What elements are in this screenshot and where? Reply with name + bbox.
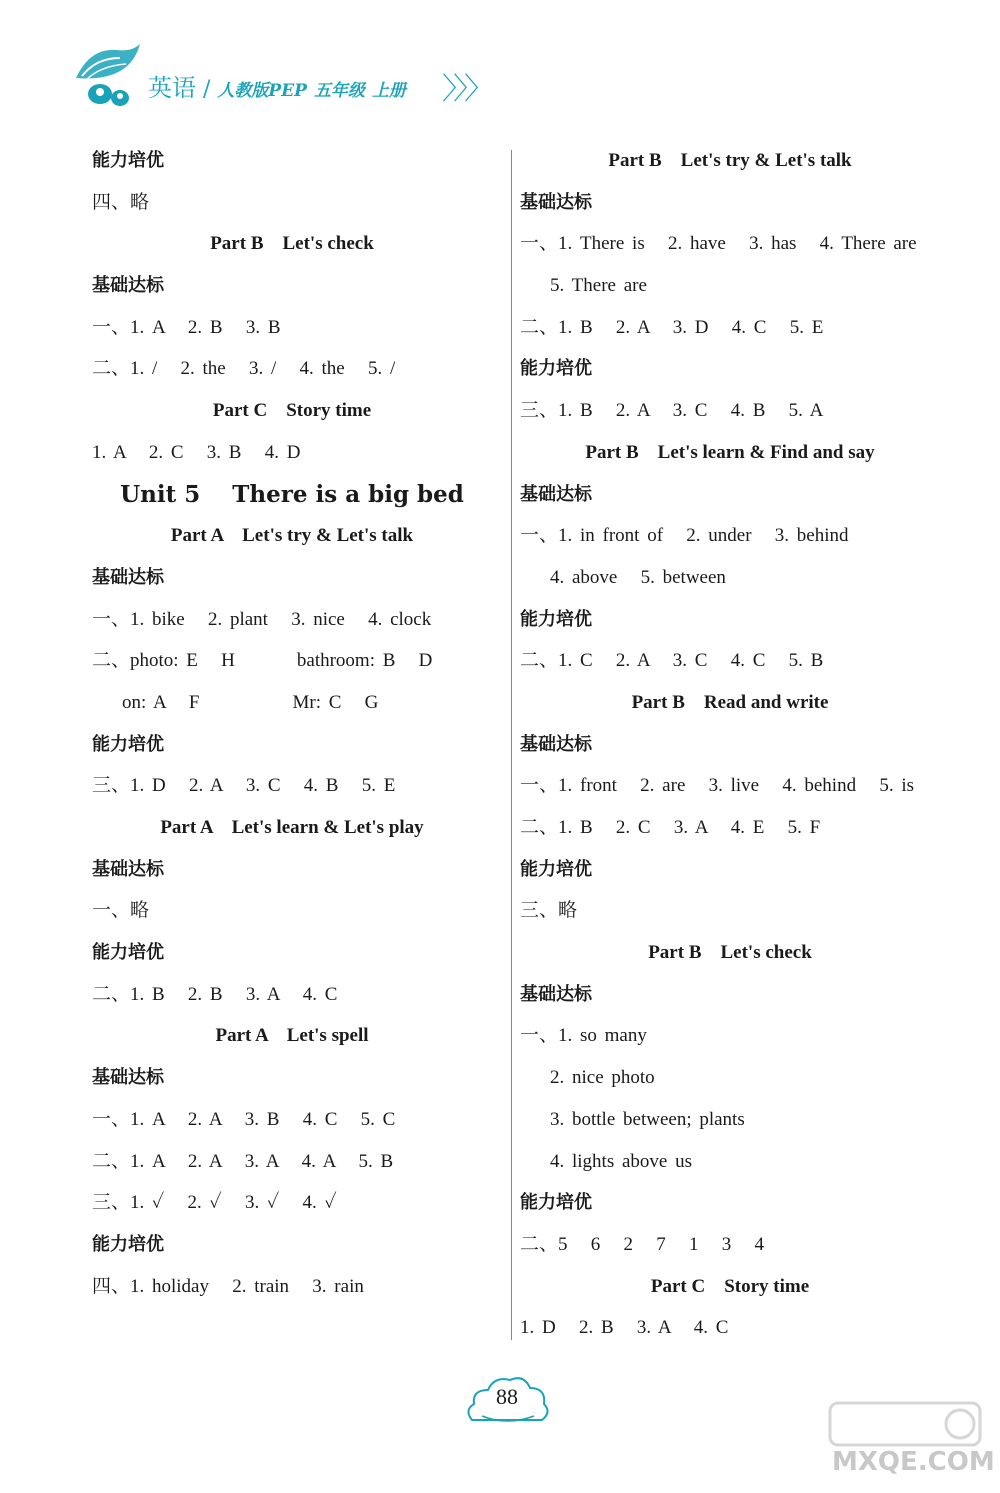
level-label: 基础达标 [92, 566, 164, 588]
level-label: 能力培优 [520, 608, 592, 630]
level-label: 基础达标 [92, 1067, 164, 1089]
book-title: 英语 / 人教版PEP 五年级 上册 [148, 74, 406, 102]
answer-line: 4. above 5. between [550, 566, 726, 588]
section-heading: Part A Let's learn & Let's play [160, 817, 424, 838]
level-label: 基础达标 [520, 733, 592, 755]
level-label: 基础达标 [520, 191, 592, 213]
level-label: 能力培优 [92, 733, 164, 755]
answer-line: 1. D 2. B 3. A 4. C [520, 1317, 729, 1339]
answer-line: 二、1. A 2. A 3. A 4. A 5. B [92, 1150, 394, 1172]
page-number-badge [462, 1370, 552, 1430]
edition-label: 人教版PEP [217, 81, 307, 101]
answer-line: 四、1. holiday 2. train 3. rain [92, 1275, 364, 1297]
answer-line: 一、1. so many [520, 1025, 647, 1047]
grade-label: 五年级 [313, 81, 365, 101]
answer-line: 2. nice photo [550, 1067, 655, 1089]
level-label: 基础达标 [92, 858, 164, 880]
answer-line: 四、略 [92, 191, 150, 213]
section-heading: Part A Let's spell [215, 1025, 369, 1047]
answer-line: on: A F Mr: C G [122, 691, 379, 713]
answer-line: 4. lights above us [550, 1150, 692, 1172]
answer-line: 三、略 [520, 900, 578, 922]
level-label: 能力培优 [520, 1192, 592, 1214]
level-label: 能力培优 [92, 942, 164, 964]
answer-line: 一、1. front 2. are 3. live 4. behind 5. is [520, 775, 915, 797]
volume-label: 上册 [371, 81, 406, 101]
answer-line: 一、1. bike 2. plant 3. nice 4. clock [92, 608, 432, 630]
level-label: 基础达标 [520, 983, 592, 1005]
column-divider [511, 150, 512, 1340]
watermark-text: MXQE.COM [832, 1447, 995, 1477]
level-label: 能力培优 [520, 358, 592, 380]
answer-line: 一、略 [92, 900, 150, 922]
answer-column-right [520, 140, 940, 1349]
answer-line: 3. bottle between; plants [550, 1108, 745, 1130]
answer-line: 一、1. in front of 2. under 3. behind [520, 525, 849, 547]
level-label: 能力培优 [92, 150, 164, 171]
answer-line: 一、1. There is 2. have 3. has 4. There are [520, 233, 917, 255]
answer-line: 二、5 6 2 7 1 3 4 [520, 1233, 765, 1255]
answer-line: 5. There are [550, 275, 647, 297]
answer-line: 一、1. A 2. A 3. B 4. C 5. C [92, 1108, 396, 1130]
chevrons-icon: 〉〉〉 [442, 72, 490, 107]
answer-line: 三、1. D 2. A 3. C 4. B 5. E [92, 775, 396, 797]
level-label: 能力培优 [92, 1233, 164, 1255]
page-number: 88 [496, 1384, 518, 1409]
section-heading: Part C Story time [212, 400, 372, 422]
answer-line: 二、photo: E H bathroom: B D [92, 650, 433, 672]
answer-column-left [92, 140, 492, 1307]
section-heading: Part B Let's check [210, 233, 374, 255]
section-heading: Part B Let's learn & Find and say [585, 441, 875, 463]
level-label: 基础达标 [92, 275, 164, 297]
answer-line: 三、1. ✓ 2. ✓ 3. ✓ 4. ✓ [92, 1192, 337, 1214]
level-label: 基础达标 [520, 483, 592, 505]
level-label: 能力培优 [520, 858, 592, 880]
subject-label: 英语 [148, 74, 196, 102]
answer-line: 二、1. B 2. B 3. A 4. C [92, 983, 338, 1005]
section-heading: Part B Let's check [648, 942, 812, 964]
unit-heading: Unit 5 There is a big bed [120, 480, 464, 508]
answer-line: 二、1. B 2. C 3. A 4. E 5. F [520, 817, 821, 838]
answer-line: 一、1. A 2. B 3. B [92, 316, 281, 338]
section-heading: Part A Let's try & Let's talk [170, 525, 414, 547]
section-heading: Part B Read and write [631, 691, 829, 713]
answer-line: 二、1. / 2. the 3. / 4. the 5. / [92, 358, 396, 380]
section-heading: Part B Let's try & Let's talk [608, 150, 852, 171]
book-logo-icon [70, 40, 150, 110]
section-heading: Part C Story time [650, 1275, 810, 1297]
answer-line: 二、1. B 2. A 3. D 4. C 5. E [520, 316, 824, 338]
answer-line: 三、1. B 2. A 3. C 4. B 5. A [520, 400, 824, 422]
watermark [770, 1395, 995, 1490]
answer-line: 1. A 2. C 3. B 4. D [92, 441, 301, 463]
answer-line: 二、1. C 2. A 3. C 4. C 5. B [520, 650, 824, 672]
page-header [60, 40, 520, 120]
